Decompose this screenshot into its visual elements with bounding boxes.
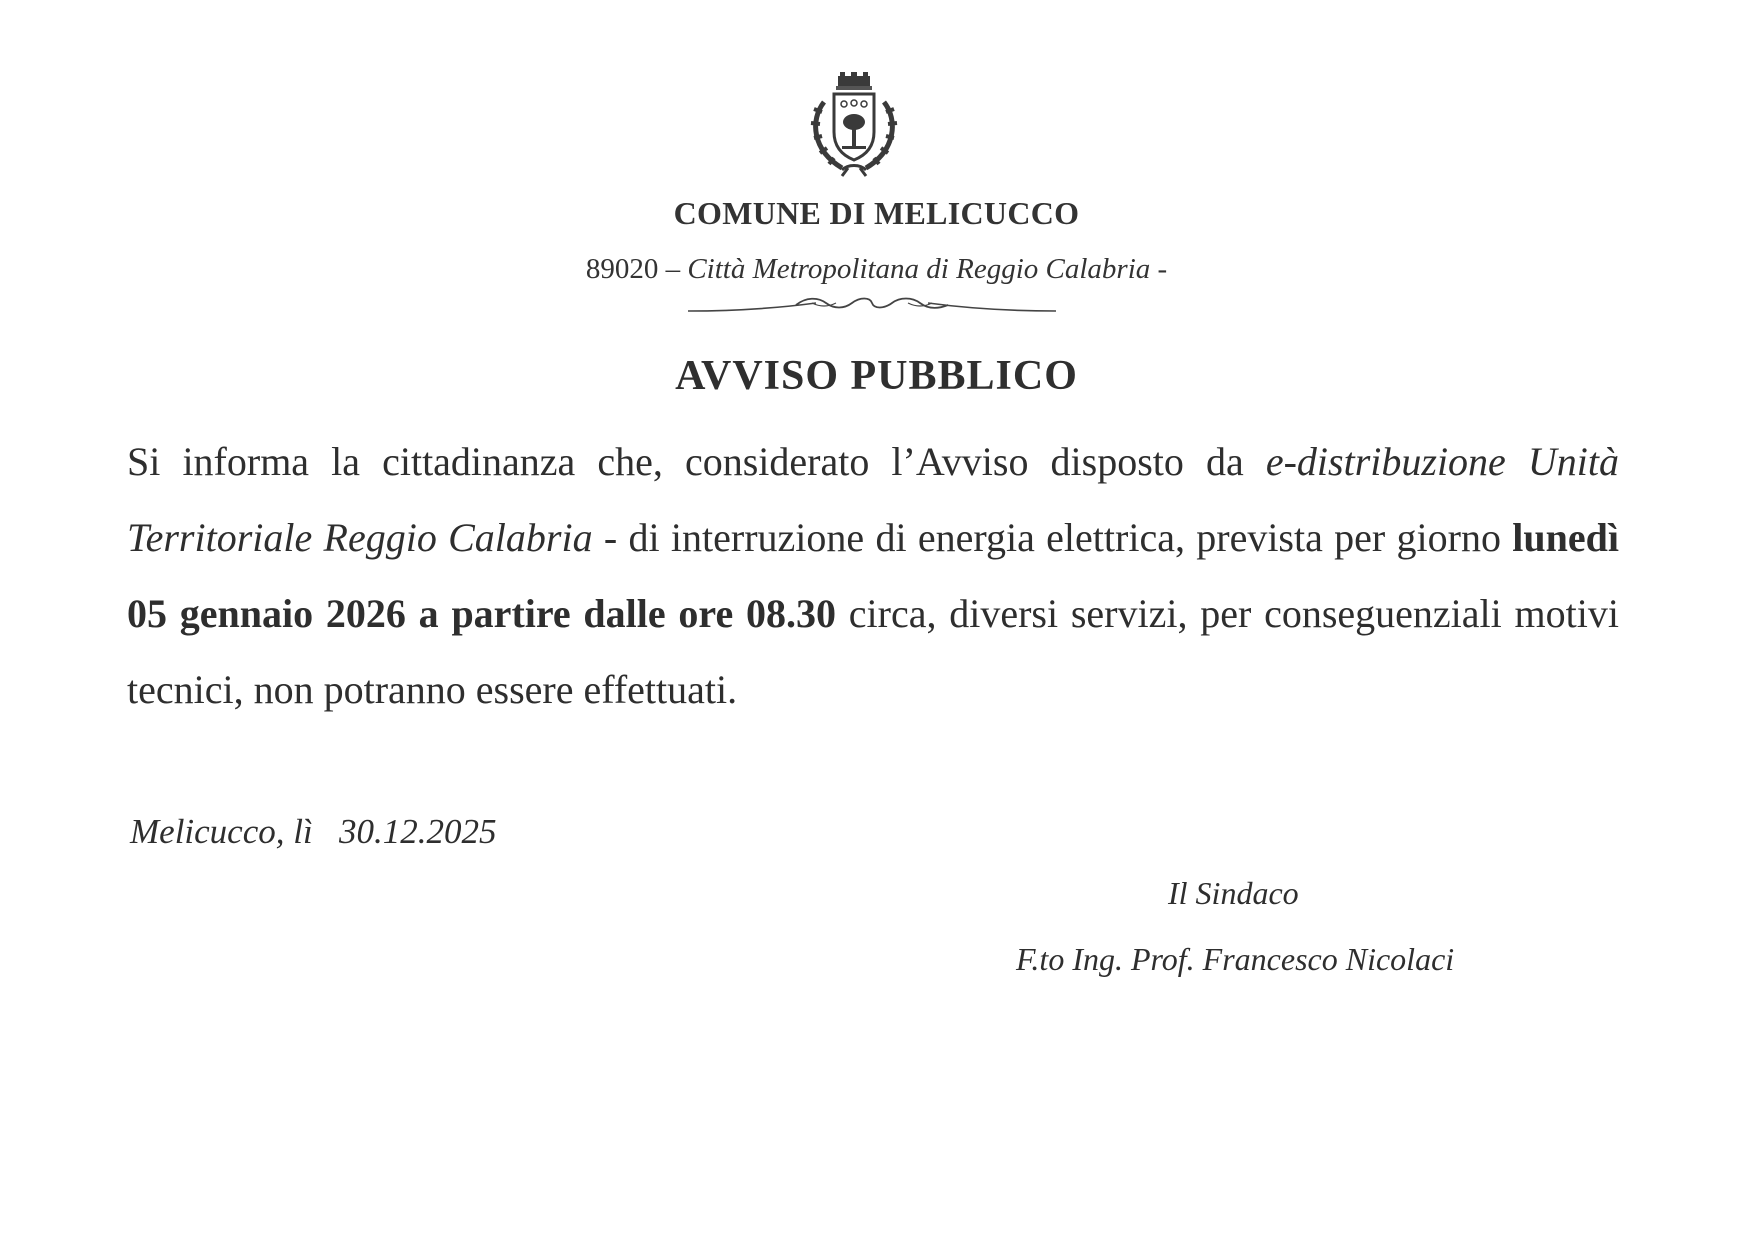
body-part-3: - di interruzione di energia elettrica, prevista per giorno xyxy=(592,515,1513,560)
postal-code: 89020 xyxy=(585,253,659,285)
place-and-date: Melicucco, lì 30.12.2025 xyxy=(130,812,497,851)
municipality-name: COMUNE DI MELICUCCO xyxy=(673,195,1080,231)
address-separator: – xyxy=(665,253,681,285)
body-part-1: Si informa la cittadinanza che, considerato l’Avviso disposto da xyxy=(127,439,1266,484)
body-outage-date: lunedì 05 gennaio 2026 a partire dalle ore 08.30 xyxy=(127,515,1619,636)
body-distributor: e-distribuzione Unità Territoriale Reggio Calabria xyxy=(127,439,1620,560)
municipal-coat-of-arms-icon xyxy=(802,72,906,178)
metropolitan-city: Città Metropolitana di Reggio Calabria - xyxy=(687,253,1168,285)
body-part-5: circa, diversi servizi, per conseguenziali motivi tecnici, non potranno essere effettuati. xyxy=(127,591,1619,712)
signer-role: Il Sindaco xyxy=(1168,875,1299,911)
notice-title: AVVISO PUBBLICO xyxy=(675,353,1078,399)
notice-body xyxy=(127,424,1619,728)
municipality-address xyxy=(0,253,1753,286)
signer-name: F.to Ing. Prof. Francesco Nicolaci xyxy=(1016,941,1455,977)
flourish-divider-icon xyxy=(686,293,1058,317)
